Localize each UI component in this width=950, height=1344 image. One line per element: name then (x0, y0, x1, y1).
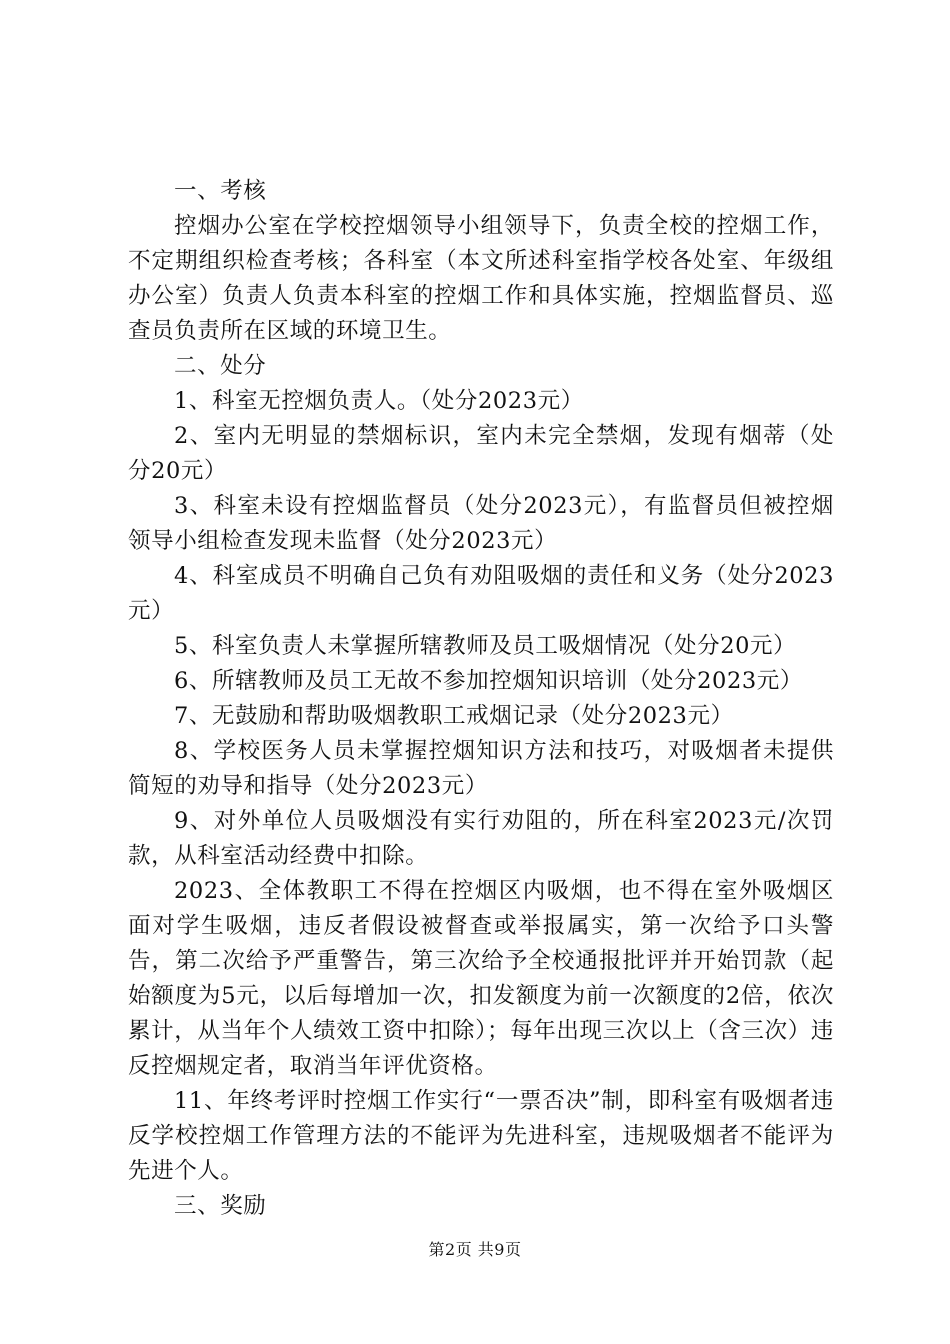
paragraph-assessment-responsibility: 控烟办公室在学校控烟领导小组领导下，负责全校的控烟工作，不定期组织检查考核；各科室（本文所述科室指学校各处室、年级组办公室）负责人负责本科室的控烟工作和具体实施，控烟监督员、巡查员负责所在区域的环境卫生。 (128, 213, 834, 344)
penalty-item-6: 6、所辖教师及员工无故不参加控烟知识培训（处分2023元） (174, 668, 803, 694)
penalty-item-11: 11、年终考评时控烟工作实行“一票否决”制，即科室有吸烟者违反学校控烟工作管理方法的不能评为先进科室，违规吸烟者不能评为先进个人。 (128, 1088, 834, 1184)
penalty-item-5: 5、科室负责人未掌握所辖教师及员工吸烟情况（处分20元） (174, 633, 797, 659)
page-number-footer: 第2页 共9页 (428, 1240, 522, 1259)
penalty-item-1: 1、科室无控烟负责人。（处分2023元） (174, 388, 584, 414)
section-heading-reward: 三、奖励 (174, 1193, 267, 1219)
document-body (128, 174, 834, 1224)
penalty-item-9: 9、对外单位人员吸烟没有实行劝阻的，所在科室2023元/次罚款，从科室活动经费中扣除。 (128, 808, 834, 869)
section-heading-assessment: 一、考核 (174, 178, 267, 204)
penalty-item-7: 7、无鼓励和帮助吸烟教职工戒烟记录（处分2023元） (174, 703, 734, 729)
penalty-item-3: 3、科室未设有控烟监督员（处分2023元），有监督员但被控烟领导小组检查发现未监督（处分2023元） (128, 493, 834, 554)
section-heading-penalty: 二、处分 (174, 353, 267, 379)
penalty-item-4: 4、科室成员不明确自己负有劝阻吸烟的责任和义务（处分2023元） (128, 563, 834, 624)
penalty-item-8: 8、学校医务人员未掌握控烟知识方法和技巧，对吸烟者未提供简短的劝导和指导（处分2023元） (128, 738, 834, 799)
penalty-item-10: 2023、全体教职工不得在控烟区内吸烟，也不得在室外吸烟区面对学生吸烟，违反者假设被督查或举报属实，第一次给予口头警告，第二次给予严重警告，第三次给予全校通报批评并开始罚款（起始额度为5元，以后每增加一次，扣发额度为前一次额度的2倍，依次累计，从当年个人绩效工资中扣除）；每年出现三次以上（含三次）违反控烟规定者，取消当年评优资格。 (128, 878, 834, 1079)
penalty-item-2: 2、室内无明显的禁烟标识，室内未完全禁烟，发现有烟蒂（处分20元） (128, 423, 834, 484)
